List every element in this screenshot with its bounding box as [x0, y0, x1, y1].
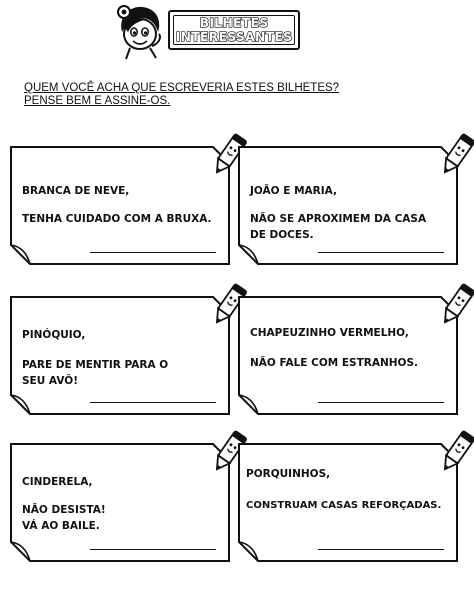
- note-frame: [10, 296, 230, 415]
- note-card-4: [238, 296, 458, 415]
- note-message-line: NÃO FALE COM ESTRANHOS.: [250, 357, 419, 369]
- note-greeting: CINDERELA,: [22, 476, 93, 488]
- note-message-line: NÃO SE APROXIMEM DA CASA: [250, 213, 427, 225]
- title-line-2: INTERESSANTES: [175, 29, 293, 44]
- signature-line[interactable]: [90, 252, 216, 253]
- signature-line[interactable]: [318, 252, 444, 253]
- note-frame: [238, 146, 458, 265]
- note-card-3: [10, 296, 230, 415]
- note-greeting: PINÓQUIO,: [22, 329, 86, 341]
- pencil-icon: [438, 429, 474, 475]
- note-message-line: DE DOCES.: [250, 229, 314, 241]
- note-message-line: NÃO DESISTA!: [22, 504, 106, 516]
- pencil-icon: [438, 132, 474, 178]
- note-message-line: TENHA CUIDADO COM A BRUXA.: [22, 213, 212, 225]
- signature-line[interactable]: [90, 402, 216, 403]
- note-message-line: PARE DE MENTIR PARA O: [22, 359, 169, 371]
- note-greeting: JOÃO E MARIA,: [250, 185, 337, 197]
- instruction-line-1: QUEM VOCÊ ACHA QUE ESCREVERIA ESTES BILHETES?: [24, 82, 340, 94]
- note-message-line: SEU AVÔ!: [22, 375, 78, 387]
- note-message-line: VÁ AO BAILE.: [22, 520, 100, 532]
- instruction-line-2: PENSE BEM E ASSINE-OS.: [24, 95, 171, 107]
- signature-line[interactable]: [318, 402, 444, 403]
- instructions: [24, 82, 339, 108]
- signature-line[interactable]: [318, 549, 444, 550]
- note-card-5: [10, 443, 230, 562]
- note-card-6: [238, 443, 458, 562]
- title-banner: [168, 10, 300, 50]
- title-line-1: BILHETES: [199, 15, 269, 30]
- note-greeting: BRANCA DE NEVE,: [22, 185, 130, 197]
- pencil-icon: [438, 282, 474, 328]
- girl-mascot-icon: [112, 2, 168, 60]
- note-greeting: CHAPEUZINHO VERMELHO,: [250, 327, 409, 339]
- note-card-1: [10, 146, 230, 265]
- note-card-2: [238, 146, 458, 265]
- signature-line[interactable]: [90, 549, 216, 550]
- note-greeting: PORQUINHOS,: [246, 468, 331, 480]
- note-frame: [10, 146, 230, 265]
- note-message-line: CONSTRUAM CASAS REFORÇADAS.: [246, 500, 442, 511]
